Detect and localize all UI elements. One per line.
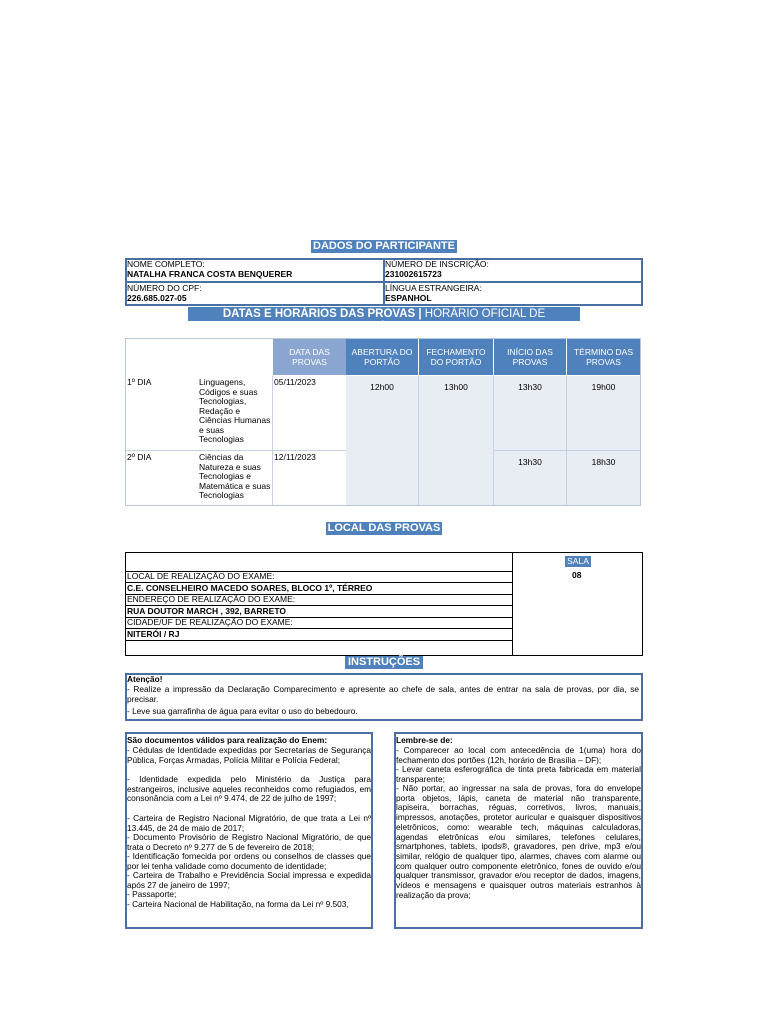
schedule-title-normal: HORÁRIO OFICIAL DE BRASÍLIA/DF (348, 308, 546, 334)
row2-termino: 18h30 (591, 457, 616, 467)
lembre-item-2: - Levar caneta esferográfica de tinta preta fabricada em material transparente; (396, 764, 641, 784)
header-termino: TÉRMINO DAS PROVAS (567, 339, 640, 375)
row1-abertura: 12h00 (370, 382, 394, 392)
row2-subjects: Ciências da Natureza e suas Tecnologias e Matemática e suas Tecnologias (199, 452, 271, 500)
row2-date: 12/11/2023 (274, 452, 316, 462)
docs-item-5: - Identificação fornecida por ordens ou conselhos de classes que por lei tenha validade como documento de identidade; (127, 851, 371, 871)
atencao-item-2: - Leve sua garrafinha de água para evitar o uso do bebedouro. (127, 706, 358, 716)
endereco-label: ENDEREÇO DE REALIZAÇÃO DO EXAME: (127, 594, 296, 604)
inscricao-label: NÚMERO DE INSCRIÇÃO: (385, 259, 489, 269)
lingua-value: ESPANHOL (385, 293, 432, 303)
lembre-box (394, 732, 643, 929)
endereco-value: RUA DOUTOR MARCH , 392, BARRETO (127, 606, 286, 616)
row2-day: 2º DIA (127, 452, 152, 462)
row1-fechamento: 13h00 (444, 382, 468, 392)
row1-termino: 19h00 (591, 382, 616, 392)
abertura-cell (346, 376, 419, 505)
atencao-title: Atenção! (127, 674, 163, 684)
header-fechamento: FECHAMENTO DO PORTÃO (419, 339, 493, 375)
local-label: LOCAL DE REALIZAÇÃO DO EXAME: (127, 571, 275, 581)
schedule-section-title (188, 307, 580, 334)
docs-title: São documentos válidos para realização do Enem: (127, 735, 328, 745)
inscricao-value: 231002615723 (385, 269, 442, 279)
docs-item-3: - Carteira de Registro Nacional Migratório, de que trata a Lei nº 13.445, de 24 de maio de 2017; (127, 813, 371, 833)
lembre-title: Lembre-se de: (396, 735, 453, 745)
header-inicio: INÍCIO DAS PROVAS (494, 339, 566, 375)
cidade-value: NITERÓI / RJ (127, 629, 180, 639)
cpf-label: NÚMERO DO CPF: (127, 283, 202, 293)
atencao-item-1: - Realize a impressão da Declaração Comparecimento e apresente ao chefe de sala, antes de entrar na sala de provas, por dia, se precisar. (127, 684, 639, 704)
row1-date: 05/11/2023 (274, 377, 316, 387)
docs-item-4: - Documento Provisório de Registro Nacional Migratório, de que trata o Decreto nº 9.277 de 5 de fevereiro de 2018; (127, 832, 371, 852)
lingua-label: LÍNGUA ESTRANGEIRA: (385, 283, 482, 293)
local-value: C.E. CONSELHEIRO MACEDO SOARES, BLOCO 1º, TÉRREO (127, 583, 373, 593)
lembre-item-3: - Não portar, ao ingressar na sala de provas, fora do envelope porta objetos, lápis, caneta de material não transparente, lapiseira, borrachas, réguas, corretivos, livros, manuais, impressos, anotações, protetor auricular e quaisquer dispositivos eletrônicos, como: wearable tech, máquinas calculadoras, agendas eletrônicas e/ou similares, telefones celulares, smartphones, tablets, ipods®, gravadores, pen drive, mp3 e/ou similar, relógio de qualquer tipo, alarmes, chaves com alarme ou com qualquer outro componente eletrônico, fones de ouvido e/ou qualquer transmissor, gravador e/ou receptor de dados, imagens, vídeos e mensagens e quaisquer outros materiais estranhos à realização da prova; (396, 783, 641, 900)
documents-box (125, 732, 373, 929)
row2-inicio: 13h30 (518, 457, 542, 467)
header-data: DATA DAS PROVAS (273, 339, 346, 375)
name-value: NATALHA FRANCA COSTA BENQUERER (127, 269, 293, 279)
docs-item-6: - Carteira de Trabalho e Previdência Social impressa e expedida após 27 de janeiro de 1997; (127, 870, 371, 890)
instructions-section-title: INSTRUÇÕES (345, 656, 423, 669)
participant-section-title: DADOS DO PARTICIPANTE (313, 240, 455, 252)
cpf-value: 226.685.027-05 (127, 293, 187, 303)
lembre-item-1: - Comparecer ao local com antecedência de 1(uma) hora do fechamento dos portões (12h, horário de Brasília – DF); (396, 745, 641, 765)
row1-inicio: 13h30 (518, 382, 542, 392)
schedule-title-bold: DATAS E HORÁRIOS DAS PROVAS | (222, 308, 422, 320)
name-label: NOME COMPLETO: (127, 259, 205, 269)
docs-item-1: - Cédulas de Identidade expedidas por Secretarias de Segurança Pública, Forças Armadas, Polícia Militar e Polícia Federal; (127, 745, 371, 765)
docs-item-8: - Carteira Nacional de Habilitação, na forma da Lei nº 9.503, (127, 899, 349, 909)
row1-day: 1º DIA (127, 377, 152, 387)
fechamento-cell (419, 376, 494, 505)
sala-value: 08 (572, 570, 582, 580)
header-abertura: ABERTURA DO PORTÃO (346, 339, 418, 375)
local-section-title: LOCAL DAS PROVAS (327, 522, 441, 534)
row1-subjects: Linguagens, Códigos e suas Tecnologias, Redação e Ciências Humanas e suas Tecnologias (199, 377, 271, 444)
docs-item-7: - Passaporte; (127, 889, 177, 899)
cidade-label: CIDADE/UF DE REALIZAÇÃO DO EXAME: (127, 617, 293, 627)
sala-label: SALA (565, 556, 591, 567)
docs-item-2: - Identidade expedida pelo Ministério da Justiça para estrangeiros, inclusive aqueles reconheidos como refugiados, em consonância com a Lei nº 9.474, de 22 de julho de 1997; (127, 774, 371, 804)
